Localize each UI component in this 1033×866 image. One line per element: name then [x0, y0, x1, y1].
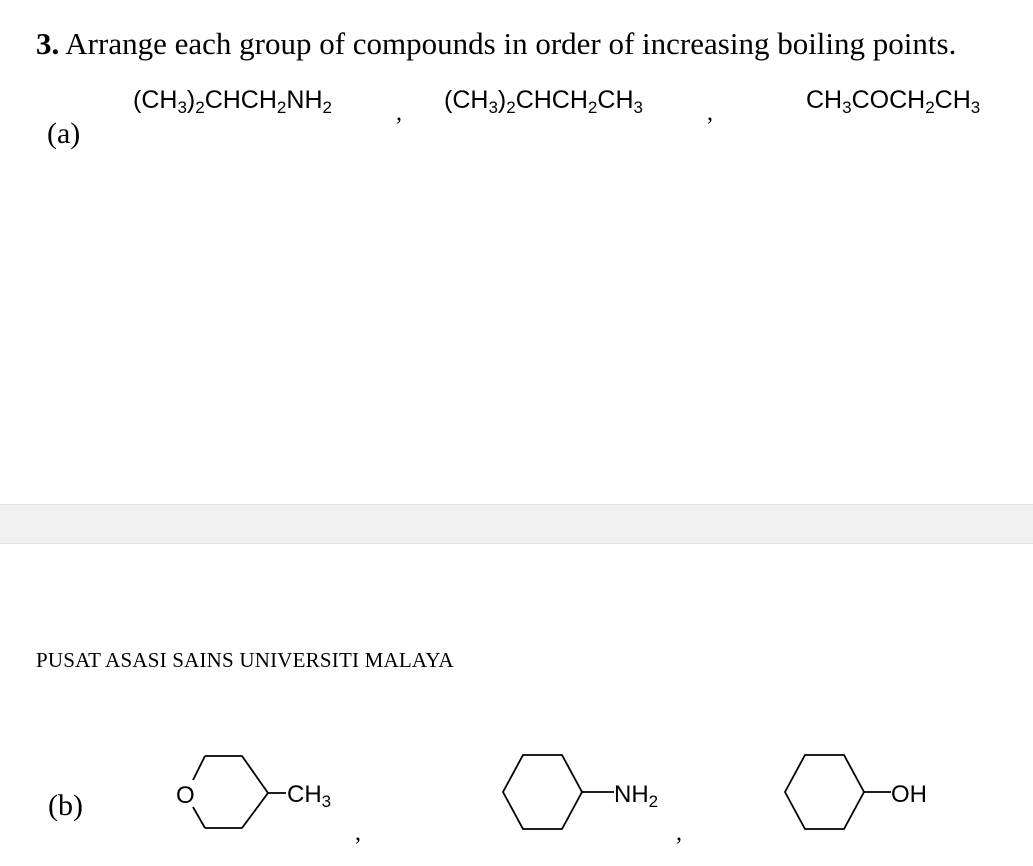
- question-heading: [36, 26, 956, 62]
- compound-b3-structure: [765, 740, 965, 850]
- separator-comma: ,: [707, 100, 713, 126]
- separator-comma: ,: [396, 100, 402, 126]
- ring-bond: [193, 756, 205, 780]
- question-text: Arrange each group of compounds in order of increasing boiling points.: [65, 26, 957, 61]
- cyclohexane-ring: [785, 755, 864, 829]
- part-b-label: (b): [48, 789, 83, 822]
- compound-a1: $(CH_3)_2CHCH_2NH_2$: [133, 86, 332, 117]
- ring-oxygen: O: [176, 782, 195, 809]
- page-break-band: [0, 504, 1033, 544]
- separator-comma: ,: [355, 820, 361, 846]
- part-a-label: (a): [47, 117, 81, 150]
- substituent-nh2: $NH_2$: [614, 781, 659, 811]
- substituent-ch3: $CH_3$: [287, 781, 332, 811]
- institution-footer: PUSAT ASASI SAINS UNIVERSITI MALAYA: [36, 648, 454, 672]
- ring-bond: [193, 807, 205, 828]
- compound-a2: $(CH_3)_2CHCH_2CH_3$: [444, 86, 643, 117]
- ring-bonds: [205, 756, 268, 828]
- substituent-oh: OH: [891, 781, 927, 808]
- compound-b2-structure: [490, 740, 690, 850]
- cyclohexane-ring: [503, 755, 582, 829]
- separator-comma: ,: [676, 820, 682, 846]
- question-number: 3.: [36, 26, 60, 61]
- compound-b1-structure: [160, 740, 380, 850]
- compound-a3: $CH_3COCH_2CH_3$: [806, 86, 981, 117]
